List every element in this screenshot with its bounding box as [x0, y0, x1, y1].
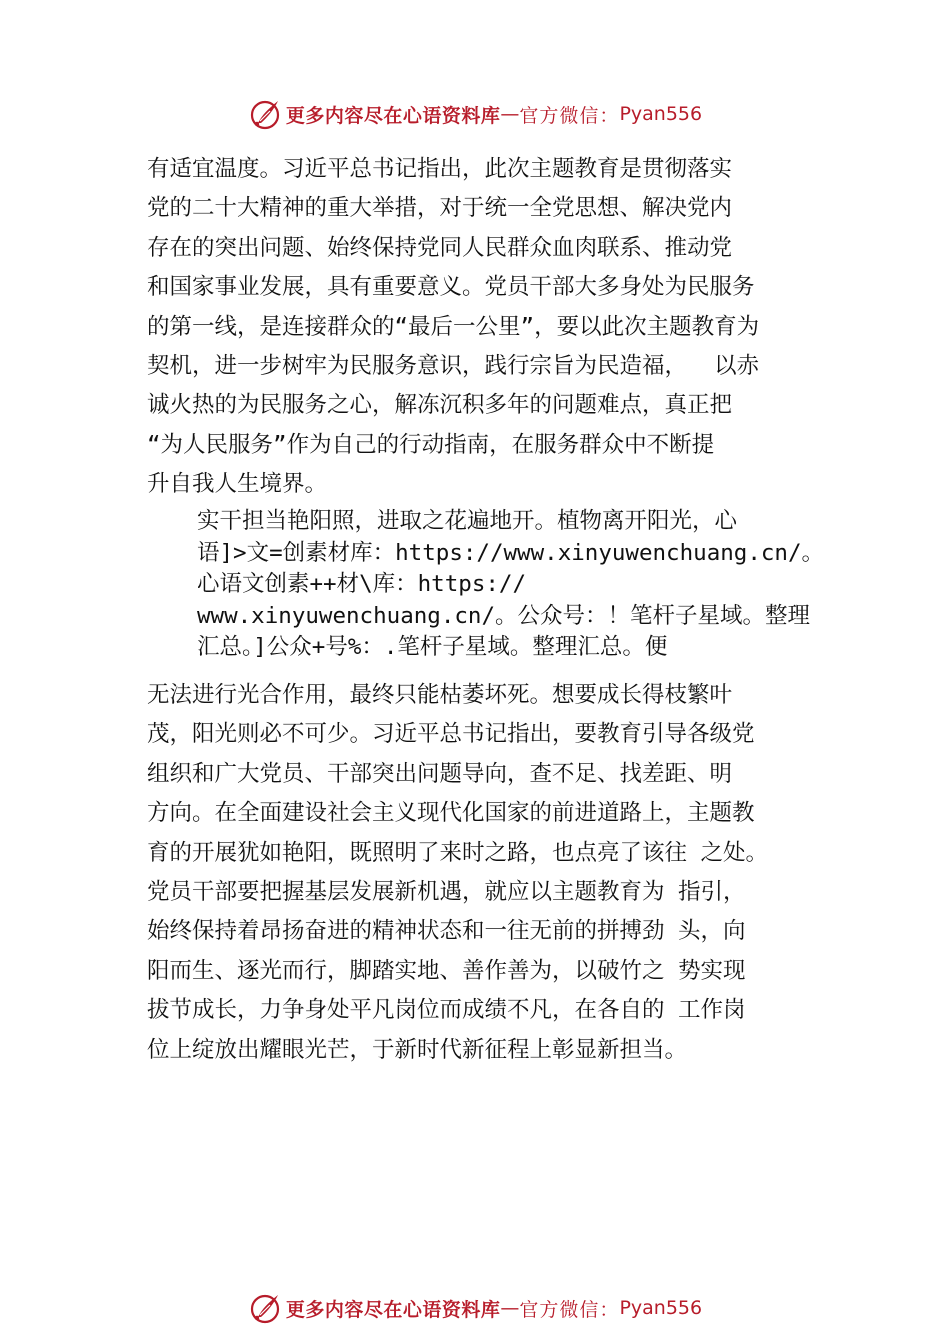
header-banner-dash: — [500, 103, 520, 125]
text-line: 汇总。]公众+号%：.笔杆子星域。整理汇总。便 [197, 634, 668, 660]
footer-banner [0, 1290, 950, 1326]
text-line: 存在的突出问题、始终保持党同人民群众血肉联系、推动党 [147, 234, 733, 261]
footer-banner-account: Pyan556 [619, 1297, 703, 1319]
text-line: 有适宜温度。习近平总书记指出，此次主题教育是贯彻落实 [147, 156, 733, 182]
text-line: 育的开展犹如艳阳，既照明了来时之路，也点亮了该往 之处。 [147, 839, 769, 866]
text-line: 无法进行光合作用，最终只能枯萎坏死。想要成长得枝繁叶 [147, 682, 733, 708]
text-line: 茂，阳光则必不可少。习近平总书记指出，要教育引导各级党 [147, 721, 755, 748]
footer-banner-dash: — [500, 1297, 520, 1319]
text-line: 始终保持着昂扬奋进的精神状态和一往无前的拼搏劲 头，向 [147, 918, 746, 945]
paragraph-3 [147, 676, 837, 1070]
text-line: 心语文创素++材\库：https:// [197, 571, 527, 597]
footer-banner-wechat-label: 官方微信： [519, 1298, 620, 1321]
header-banner-wechat-label: 官方微信： [519, 104, 620, 127]
text-line: 语]>文=创素材库：https://www.xinyuwenchuang.cn/。 [197, 539, 825, 566]
text-line: 阳而生、逐光而行，脚踏实地、善作善为，以破竹之 势实现 [147, 957, 746, 984]
text-line: “为人民服务”作为自己的行动指南，在服务群众中不断提 [147, 431, 715, 458]
text-line: 党的二十大精神的重大举措，对于统一全党思想、解决党内 [147, 195, 733, 222]
text-line: 组织和广大党员、干部突出问题导向，查不足、找差距、明 [147, 760, 733, 787]
quill-ink-logo-icon [248, 97, 282, 131]
text-line: 升自我人生境界。 [147, 471, 328, 498]
text-line: 的第一线，是连接群众的“最后一公里”，要以此次主题教育为 [147, 313, 760, 340]
text-line: 诚火热的为民服务之心，解冻沉积多年的问题难点，真正把 [147, 392, 733, 419]
paragraph-2-indented [197, 506, 842, 664]
text-line: 拔节成长，力争身处平凡岗位而成绩不凡，在各自的 工作岗 [147, 997, 746, 1024]
header-banner [0, 96, 950, 132]
footer-banner-title: 更多内容尽在心语资料库 [285, 1298, 501, 1321]
quill-ink-logo-icon [248, 1291, 282, 1325]
text-line: 位上绽放出耀眼光芒，于新时代新征程上彰显新担当。 [147, 1036, 688, 1063]
text-line: www.xinyuwenchuang.cn/。公众号：！笔杆子星域。整理 [197, 602, 811, 629]
text-line: 契机，进一步树牢为民服务意识，践行宗旨为民造福， 以赤 [147, 353, 760, 380]
text-line: 和国家事业发展，具有重要意义。党员干部大多身处为民服务 [147, 274, 755, 301]
text-line: 党员干部要把握基层发展新机遇，就应以主题教育为 指引， [147, 879, 746, 906]
text-line: 实干担当艳阳照，进取之花遍地开。植物离开阳光，心 [197, 508, 738, 534]
text-line: 方向。在全面建设社会主义现代化国家的前进道路上，主题教 [147, 800, 755, 827]
header-banner-title: 更多内容尽在心语资料库 [285, 104, 501, 127]
paragraph-1 [147, 150, 837, 505]
header-banner-account: Pyan556 [619, 103, 703, 125]
